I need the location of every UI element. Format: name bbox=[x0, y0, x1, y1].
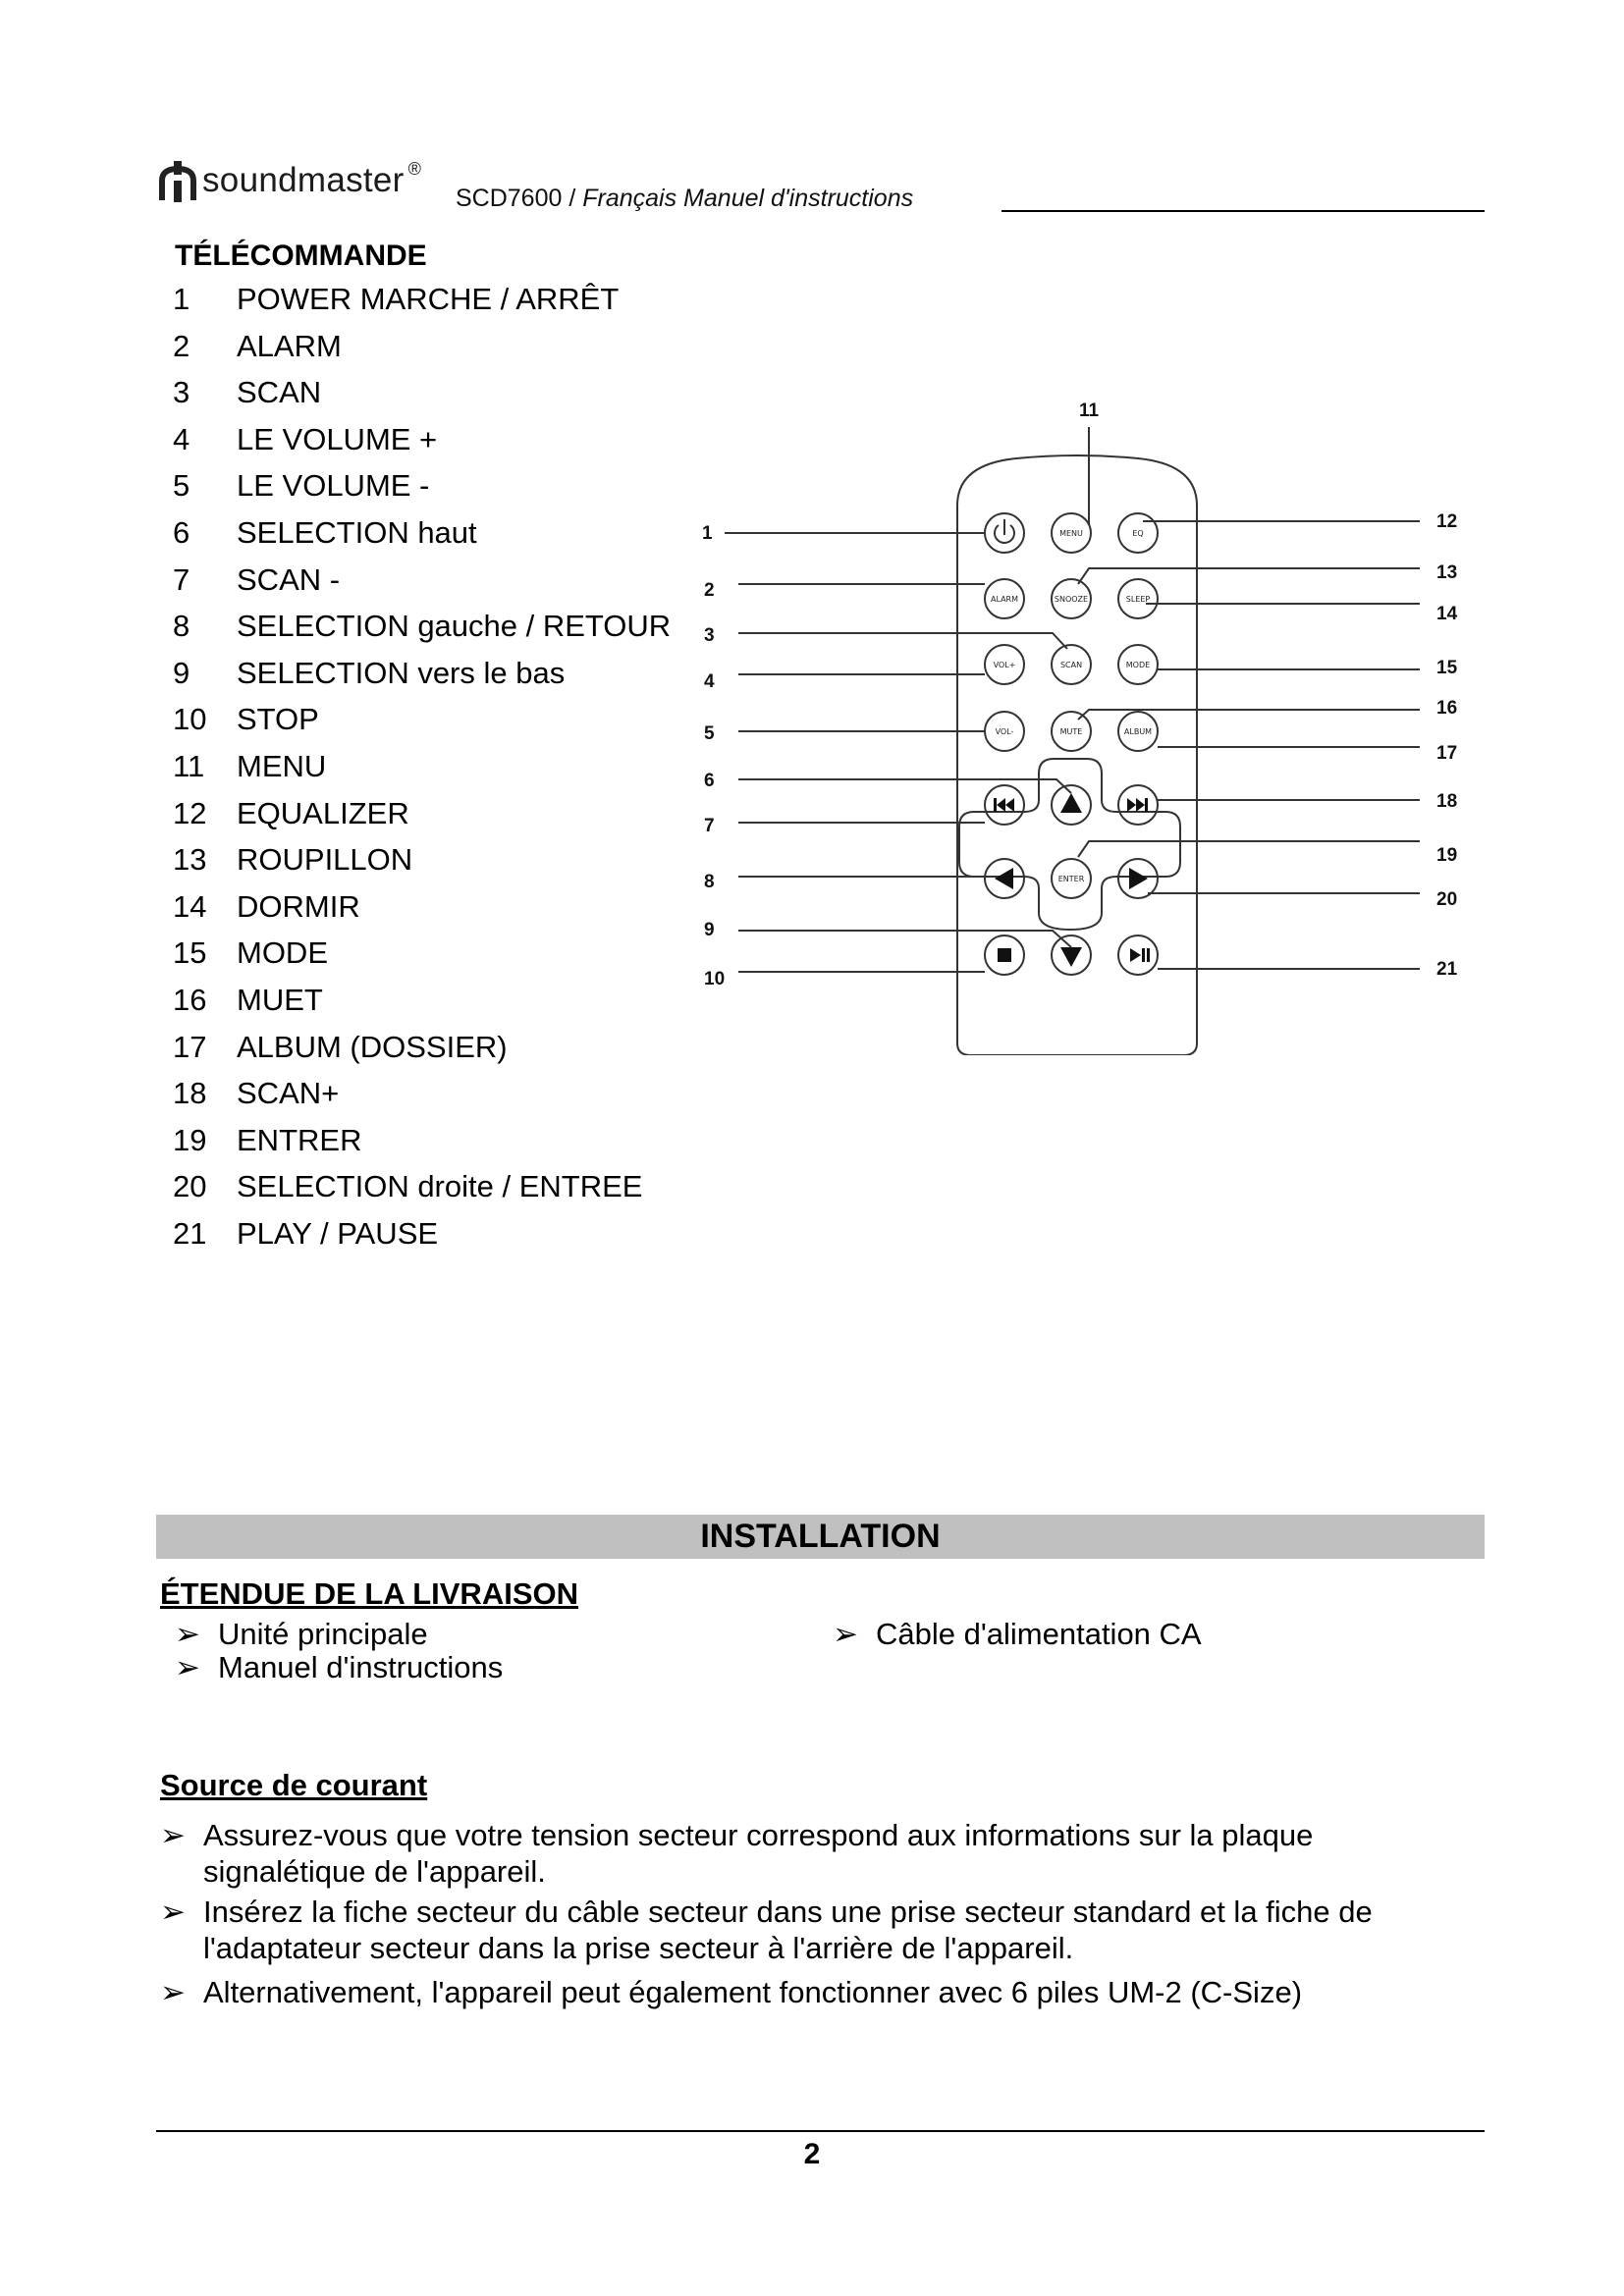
down-arrow-icon bbox=[1060, 947, 1082, 967]
remote-list-item bbox=[173, 374, 683, 411]
remote-item-number: 12 bbox=[173, 795, 207, 830]
remote-control-diagram bbox=[692, 388, 1488, 1055]
brand-name: soundmaster ® bbox=[202, 159, 422, 199]
callout-6: 6 bbox=[704, 771, 715, 791]
callout-14: 14 bbox=[1436, 604, 1458, 624]
remote-item-label: SCAN bbox=[237, 375, 322, 410]
mute-button-label: MUTE bbox=[1059, 727, 1083, 736]
remote-item-number: 16 bbox=[173, 982, 207, 1017]
remote-item-number: 9 bbox=[173, 655, 190, 690]
callout-18: 18 bbox=[1436, 791, 1458, 812]
delivery-item: ➢ Câble d'alimentation CA bbox=[833, 1617, 1202, 1651]
callout-4: 4 bbox=[704, 671, 715, 692]
remote-item-number: 10 bbox=[173, 702, 207, 737]
remote-item-label: ENTRER bbox=[237, 1122, 362, 1157]
skip-forward-icon bbox=[1127, 798, 1148, 812]
bullet-arrow-icon: ➢ bbox=[833, 1617, 858, 1651]
remote-item-number: 19 bbox=[173, 1122, 207, 1157]
remote-item-label: MENU bbox=[237, 748, 327, 783]
remote-item-label: MUET bbox=[237, 982, 323, 1017]
remote-item-number: 20 bbox=[173, 1169, 207, 1204]
model-number: SCD7600 / bbox=[456, 185, 583, 212]
callout-15: 15 bbox=[1436, 658, 1458, 678]
remote-item-number: 14 bbox=[173, 888, 207, 924]
remote-item-number: 7 bbox=[173, 561, 190, 597]
callout-17: 17 bbox=[1436, 743, 1458, 764]
remote-list-item bbox=[173, 561, 683, 599]
left-arrow-icon bbox=[995, 868, 1013, 889]
remote-list-item bbox=[173, 1122, 683, 1159]
remote-list-item bbox=[173, 1029, 683, 1066]
bullet-arrow-icon: ➢ bbox=[160, 1818, 186, 1852]
callout-12: 12 bbox=[1436, 511, 1458, 532]
sleep-button-label: SLEEP bbox=[1125, 595, 1151, 604]
remote-item-number: 3 bbox=[173, 375, 190, 410]
remote-item-number: 5 bbox=[173, 468, 190, 504]
remote-list-item bbox=[173, 982, 683, 1019]
power-item: ➢ Insérez la fiche secteur du câble secteur dans une prise secteur standard et la fiche de l'adaptateur secteur dans la prise secteur à l'arrière de l'appareil. bbox=[160, 1895, 1373, 1965]
callout-8: 8 bbox=[704, 872, 715, 892]
remote-list-item bbox=[173, 701, 683, 738]
delivery-title: ÉTENDUE DE LA LIVRAISON bbox=[160, 1576, 578, 1611]
play-pause-icon bbox=[1130, 948, 1150, 962]
model-line bbox=[456, 185, 913, 213]
bullet-arrow-icon: ➢ bbox=[160, 1975, 186, 2009]
remote-list-item bbox=[173, 1215, 683, 1253]
remote-item-number: 8 bbox=[173, 609, 190, 644]
callout-7: 7 bbox=[704, 816, 715, 836]
scan-button-label: SCAN bbox=[1059, 661, 1083, 669]
remote-button-list bbox=[173, 281, 683, 1261]
callout-11: 11 bbox=[1079, 400, 1100, 421]
remote-item-label: SELECTION gauche / RETOUR bbox=[237, 609, 672, 644]
right-arrow-icon bbox=[1129, 868, 1148, 889]
enter-button-label: ENTER bbox=[1057, 875, 1085, 883]
remote-item-label: LE VOLUME - bbox=[237, 468, 430, 504]
remote-item-number: 2 bbox=[173, 328, 190, 363]
installation-heading: INSTALLATION bbox=[156, 1515, 1485, 1559]
remote-body-outline bbox=[957, 455, 1197, 1055]
remote-item-label: SCAN+ bbox=[237, 1076, 340, 1111]
remote-item-number: 6 bbox=[173, 514, 190, 550]
remote-list-item bbox=[173, 655, 683, 692]
remote-list-item bbox=[173, 514, 683, 552]
remote-item-label: SELECTION droite / ENTREE bbox=[237, 1169, 643, 1204]
vol-minus-button-label: VOL- bbox=[995, 727, 1014, 736]
callout-19: 19 bbox=[1436, 845, 1458, 866]
power-source-title: Source de courant bbox=[160, 1768, 428, 1802]
power-icon bbox=[995, 519, 1014, 543]
remote-item-number: 18 bbox=[173, 1076, 207, 1111]
callout-5: 5 bbox=[704, 723, 715, 744]
callout-9: 9 bbox=[704, 920, 715, 940]
soundmaster-logo-icon bbox=[159, 161, 196, 202]
remote-item-label: EQUALIZER bbox=[237, 795, 409, 830]
remote-list-item bbox=[173, 281, 683, 318]
bullet-arrow-icon: ➢ bbox=[175, 1617, 200, 1651]
remote-list-item bbox=[173, 328, 683, 365]
remote-item-number: 21 bbox=[173, 1215, 207, 1251]
up-arrow-icon bbox=[1060, 793, 1082, 813]
remote-section-title: TÉLÉCOMMANDE bbox=[175, 240, 427, 272]
stop-icon bbox=[998, 948, 1011, 962]
bullet-arrow-icon: ➢ bbox=[160, 1895, 186, 1929]
remote-item-label: ROUPILLON bbox=[237, 842, 413, 878]
remote-list-item bbox=[173, 1168, 683, 1205]
remote-list-item bbox=[173, 795, 683, 832]
remote-list-item bbox=[173, 934, 683, 972]
remote-item-label: SCAN - bbox=[237, 561, 341, 597]
callout-3: 3 bbox=[704, 625, 715, 646]
remote-list-item bbox=[173, 1075, 683, 1112]
alarm-button-label: ALARM bbox=[990, 595, 1019, 604]
callout-21: 21 bbox=[1436, 959, 1458, 980]
footer-rule bbox=[156, 2130, 1485, 2132]
remote-item-label: LE VOLUME + bbox=[237, 421, 438, 456]
remote-list-item bbox=[173, 467, 683, 505]
remote-item-label: SELECTION vers le bas bbox=[237, 655, 566, 690]
callout-16: 16 bbox=[1436, 698, 1458, 719]
page-header bbox=[159, 155, 1485, 214]
callout-1: 1 bbox=[702, 523, 713, 544]
delivery-item: ➢ Manuel d'instructions bbox=[175, 1650, 504, 1684]
header-rule bbox=[1001, 210, 1485, 212]
callout-2: 2 bbox=[704, 580, 715, 601]
remote-item-label: PLAY / PAUSE bbox=[237, 1215, 439, 1251]
remote-item-number: 4 bbox=[173, 421, 190, 456]
page-number: 2 bbox=[803, 2138, 821, 2170]
vol-plus-button-label: VOL+ bbox=[993, 661, 1016, 669]
eq-button-label: EQ bbox=[1132, 529, 1144, 538]
skip-back-icon bbox=[994, 798, 1014, 812]
remote-item-number: 15 bbox=[173, 935, 207, 971]
remote-item-label: SELECTION haut bbox=[237, 514, 477, 550]
remote-item-number: 11 bbox=[173, 748, 205, 783]
callout-13: 13 bbox=[1436, 562, 1458, 583]
remote-item-label: MODE bbox=[237, 935, 328, 971]
remote-item-label: POWER MARCHE / ARRÊT bbox=[237, 282, 620, 316]
remote-item-number: 17 bbox=[173, 1029, 207, 1064]
remote-list-item bbox=[173, 841, 683, 879]
mode-button-label: MODE bbox=[1125, 661, 1151, 669]
menu-button-label: MENU bbox=[1059, 529, 1083, 538]
power-item: ➢ Alternativement, l'appareil peut également fonctionner avec 6 piles UM-2 (C-Size) bbox=[160, 1975, 1303, 2009]
remote-item-label: ALARM bbox=[237, 328, 342, 363]
remote-list-item bbox=[173, 748, 683, 785]
bullet-arrow-icon: ➢ bbox=[175, 1650, 200, 1684]
remote-item-number: 1 bbox=[173, 282, 190, 316]
remote-item-label: DORMIR bbox=[237, 888, 360, 924]
remote-item-label: ALBUM (DOSSIER) bbox=[237, 1029, 508, 1064]
snooze-button-label: SNOOZE bbox=[1054, 595, 1089, 604]
delivery-item: ➢ Unité principale bbox=[175, 1617, 428, 1651]
remote-list-item bbox=[173, 888, 683, 926]
callout-20: 20 bbox=[1436, 889, 1458, 910]
callout-10: 10 bbox=[704, 969, 726, 989]
remote-list-item bbox=[173, 421, 683, 458]
remote-item-number: 13 bbox=[173, 842, 207, 878]
album-button-label: ALBUM bbox=[1123, 727, 1153, 736]
remote-list-item bbox=[173, 608, 683, 645]
manual-title: Français Manuel d'instructions bbox=[582, 185, 914, 212]
remote-item-label: STOP bbox=[237, 702, 319, 737]
power-item: ➢ Assurez-vous que votre tension secteur correspond aux informations sur la plaque signalétique de l'appareil. bbox=[160, 1818, 1314, 1889]
